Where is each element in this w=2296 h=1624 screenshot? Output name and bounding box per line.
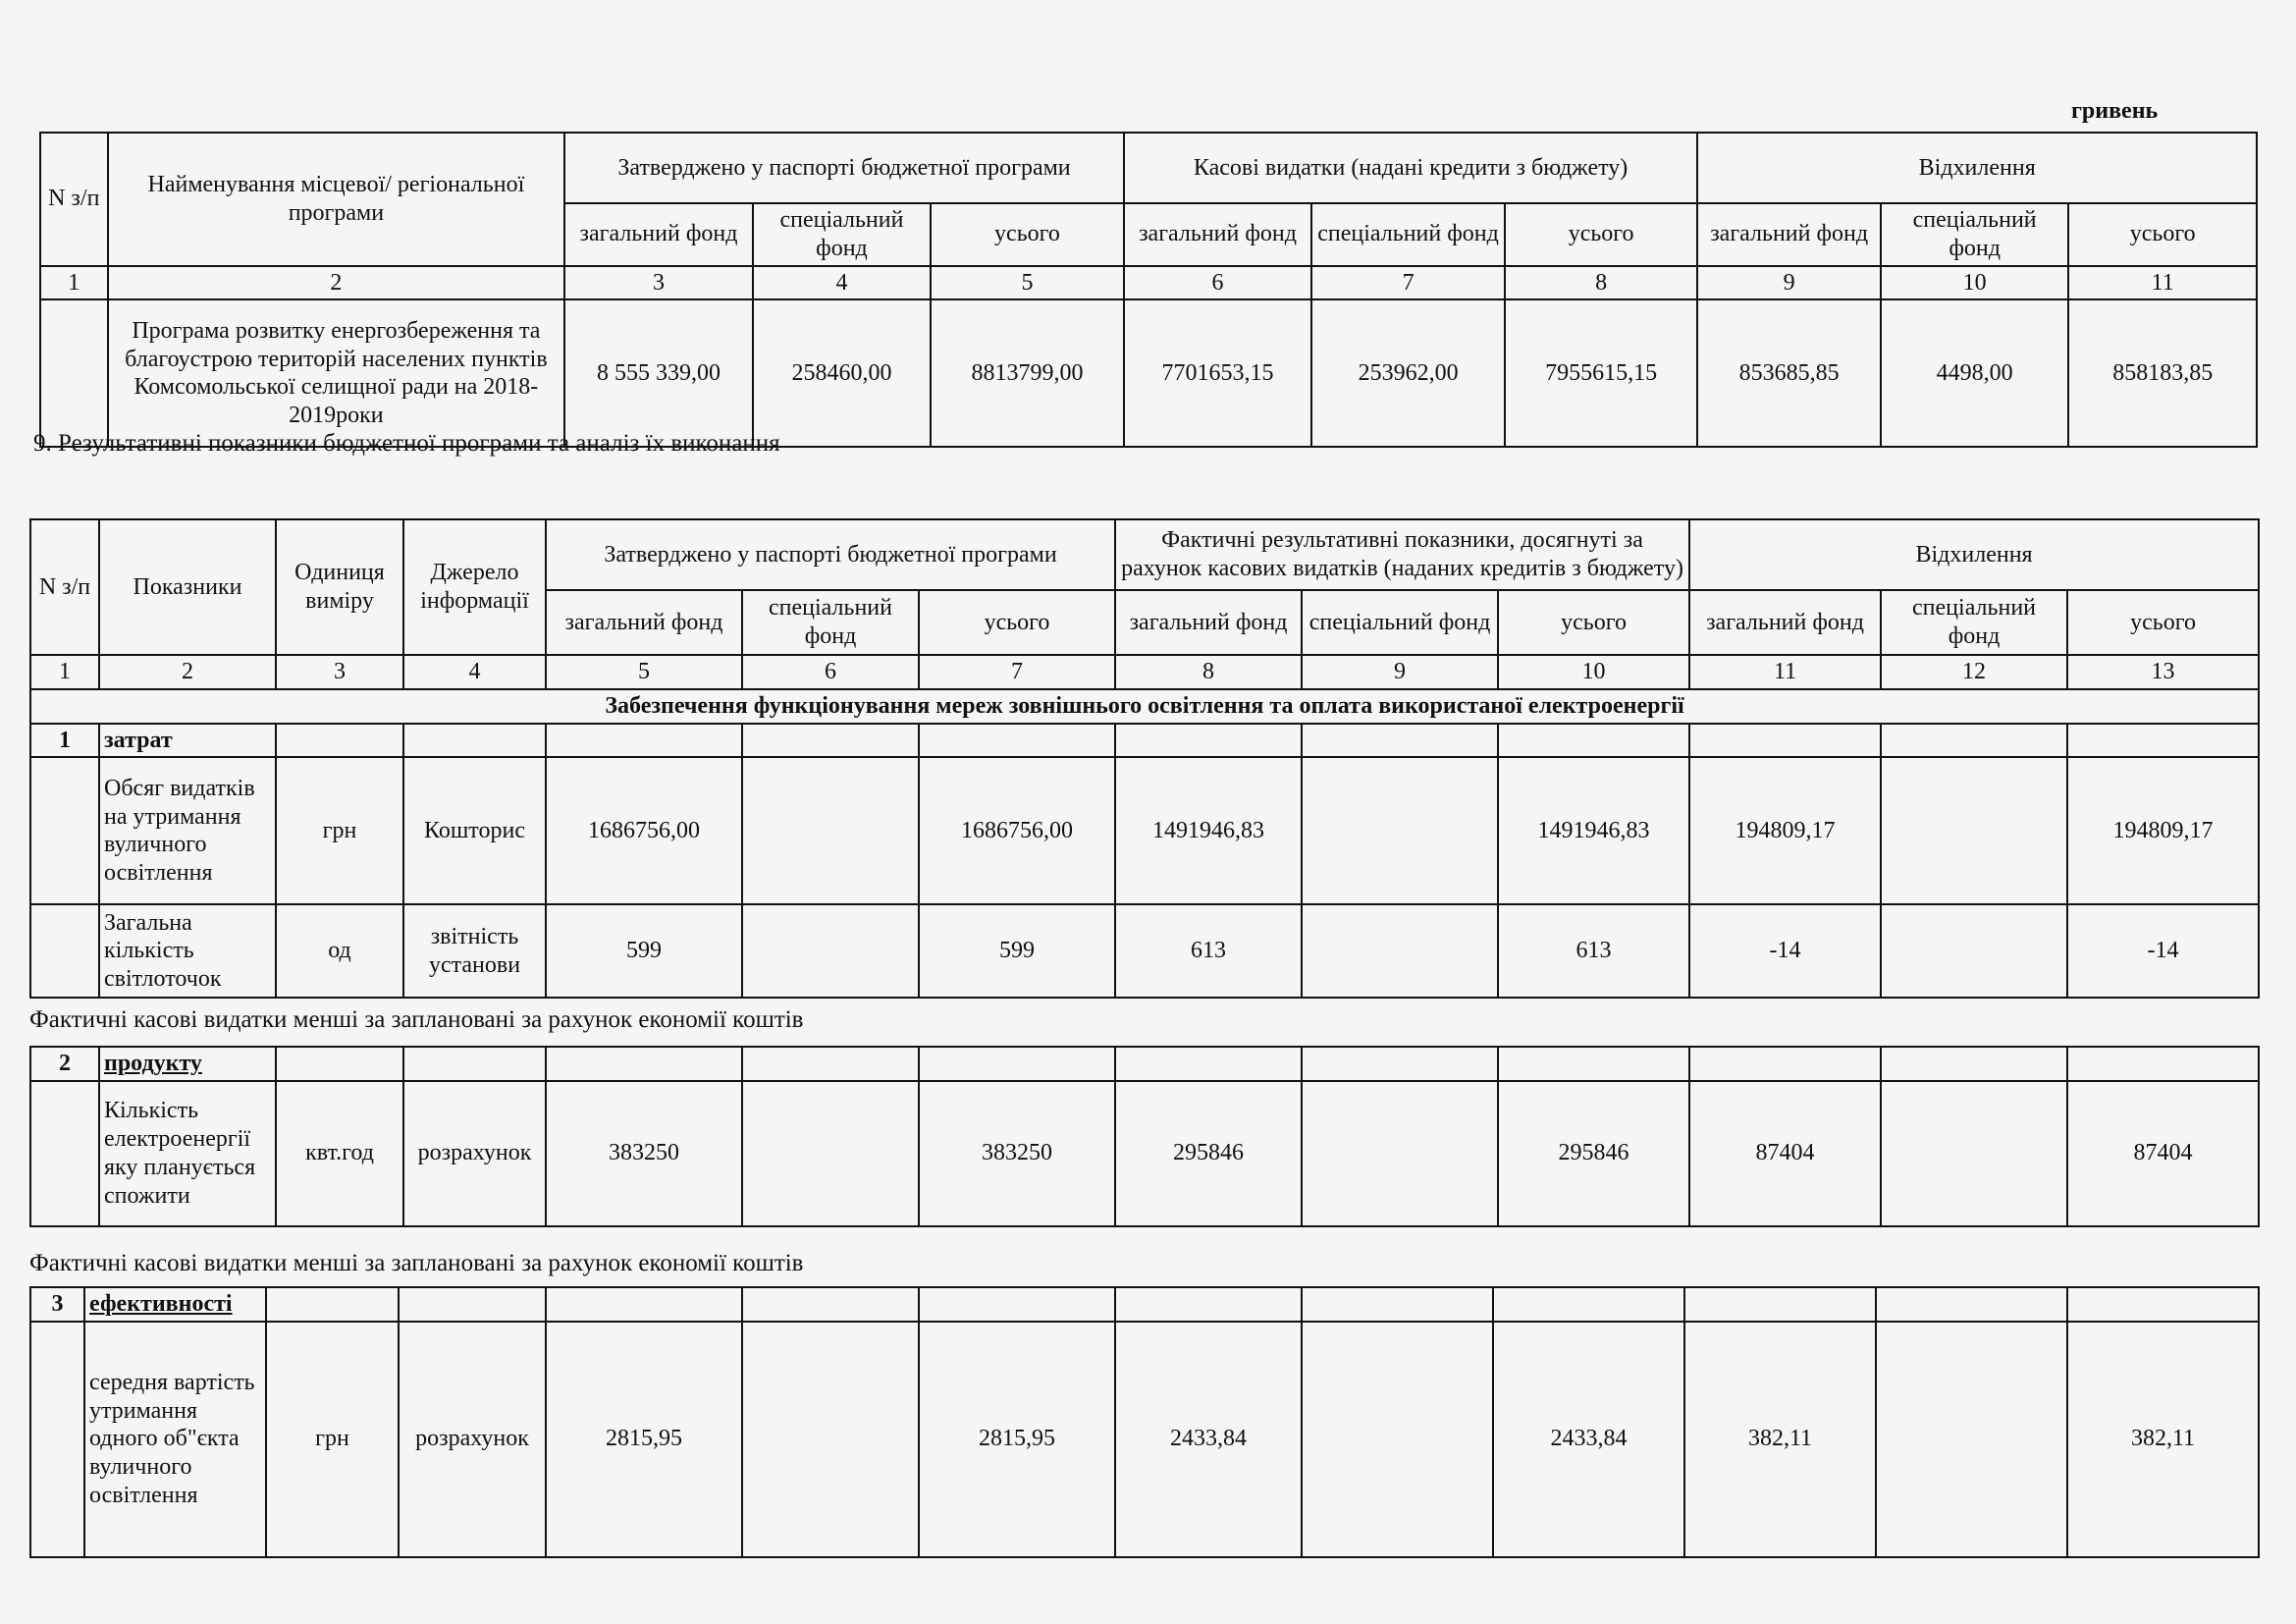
cell-value (742, 904, 919, 998)
indicator-unit: од (276, 904, 403, 998)
hdr-total: усього (2068, 203, 2257, 266)
cell-value: 2433,84 (1115, 1322, 1302, 1557)
row-num (40, 299, 108, 447)
col-number: 7 (919, 655, 1115, 689)
col-number: 11 (2068, 266, 2257, 300)
cell-value: 613 (1498, 904, 1689, 998)
cell-value (1881, 1081, 2067, 1226)
hdr-special: спеціальний фонд (1311, 203, 1505, 266)
hdr-special: спеціальний фонд (1881, 203, 2069, 266)
cell-value (742, 1081, 919, 1226)
col-number: 8 (1115, 655, 1302, 689)
col-number-row (30, 655, 2259, 689)
cell-value: 1686756,00 (919, 757, 1115, 904)
hdr-total: усього (919, 590, 1115, 655)
cell-value: 599 (919, 904, 1115, 998)
cell-value (1881, 904, 2067, 998)
col-number: 6 (742, 655, 919, 689)
program-name: Програма розвитку енергозбереження та благоустрою територій населених пунктів Комсомольської селищної ради на 2018-2019роки (108, 299, 565, 447)
col-number: 1 (30, 655, 99, 689)
cell-value: 194809,17 (1689, 757, 1881, 904)
indicator-source: розрахунок (399, 1322, 546, 1557)
group-num: 1 (30, 724, 99, 758)
cell-value (1302, 757, 1498, 904)
group-num: 2 (30, 1047, 99, 1081)
program-table (39, 132, 2258, 448)
table-row (40, 299, 2257, 447)
cell-value (1302, 1081, 1498, 1226)
cell-value: 853685,85 (1697, 299, 1880, 447)
hdr-deviation: Відхилення (1689, 519, 2259, 590)
col-number: 5 (546, 655, 742, 689)
col-number: 12 (1881, 655, 2067, 689)
cell-value: 858183,85 (2068, 299, 2257, 447)
hdr-special: спеціальний фонд (742, 590, 919, 655)
cell-value: 295846 (1115, 1081, 1302, 1226)
group-header (30, 1287, 2259, 1322)
cell-value: 599 (546, 904, 742, 998)
cell-value (1302, 1322, 1493, 1557)
table-row (30, 1081, 2259, 1226)
indicator-name: середня вартість утримання одного об"єкта вуличного освітлення (84, 1322, 266, 1557)
col-number: 9 (1697, 266, 1880, 300)
hdr-deviation: Відхилення (1697, 133, 2257, 203)
hdr-approved: Затверджено у паспорті бюджетної програми (564, 133, 1124, 203)
cell-value: 382,11 (2067, 1322, 2259, 1557)
col-number: 2 (108, 266, 565, 300)
col-number: 4 (753, 266, 931, 300)
hdr-unit: Одиниця виміру (276, 519, 403, 655)
col-number: 3 (276, 655, 403, 689)
hdr-total: усього (931, 203, 1124, 266)
cell-value: 7701653,15 (1124, 299, 1312, 447)
hdr-general: загальний фонд (1697, 203, 1880, 266)
cell-value: 4498,00 (1881, 299, 2069, 447)
col-number: 4 (403, 655, 546, 689)
cell-value: 1491946,83 (1115, 757, 1302, 904)
indicator-name: Кількість електроенергії яку планується спожити (99, 1081, 276, 1226)
col-number: 3 (564, 266, 753, 300)
indicators-table (29, 518, 2260, 999)
cell-value: 8813799,00 (931, 299, 1124, 447)
indicator-unit: квт.год (276, 1081, 403, 1226)
cell-value: 8 555 339,00 (564, 299, 753, 447)
indicator-unit: грн (266, 1322, 399, 1557)
group-note: Фактичні касові видатки менші за заплановані за рахунок економії коштів (29, 1006, 804, 1033)
col-number: 6 (1124, 266, 1312, 300)
cell-value (742, 757, 919, 904)
cell-value (742, 1322, 919, 1557)
group-name: продукту (99, 1047, 276, 1081)
section-9-title: 9. Результативні показники бюджетної програми та аналіз їх виконання (33, 430, 780, 457)
group-name: затрат (99, 724, 276, 758)
hdr-num: N з/п (40, 133, 108, 266)
cell-value: -14 (1689, 904, 1881, 998)
col-number: 10 (1498, 655, 1689, 689)
hdr-program-name: Найменування місцевої/ регіональної програми (108, 133, 565, 266)
cell-value (1876, 1322, 2067, 1557)
hdr-indicators: Показники (99, 519, 276, 655)
group-name: ефективності (84, 1287, 266, 1322)
cell-value: 613 (1115, 904, 1302, 998)
cell-value: 383250 (919, 1081, 1115, 1226)
indicators-table-efficiency (29, 1286, 2260, 1558)
table-row (30, 757, 2259, 904)
hdr-general: загальний фонд (564, 203, 753, 266)
hdr-general: загальний фонд (1689, 590, 1881, 655)
indicator-name: Загальна кількість світлоточок (99, 904, 276, 998)
indicator-unit: грн (276, 757, 403, 904)
hdr-source: Джерело інформації (403, 519, 546, 655)
col-number: 2 (99, 655, 276, 689)
hdr-total: усього (1498, 590, 1689, 655)
col-number: 7 (1311, 266, 1505, 300)
cell-value: 258460,00 (753, 299, 931, 447)
hdr-special: спеціальний фонд (1881, 590, 2067, 655)
table-row (30, 1322, 2259, 1557)
cell-value: 87404 (2067, 1081, 2259, 1226)
group-header (30, 1047, 2259, 1081)
col-number-row (40, 266, 2257, 300)
hdr-special: спеціальний фонд (753, 203, 931, 266)
cell-value: 2815,95 (546, 1322, 742, 1557)
indicator-name: Обсяг видатків на утримання вуличного освітлення (99, 757, 276, 904)
col-number: 5 (931, 266, 1124, 300)
cell-value: 2815,95 (919, 1322, 1115, 1557)
cell-value: 382,11 (1684, 1322, 1876, 1557)
table-row (30, 904, 2259, 998)
group-note: Фактичні касові видатки менші за заплановані за рахунок економії коштів (29, 1250, 804, 1276)
cell-value: 1686756,00 (546, 757, 742, 904)
hdr-cash: Касові видатки (надані кредити з бюджету) (1124, 133, 1698, 203)
currency-unit: гривень (2071, 98, 2159, 124)
cell-value: 295846 (1498, 1081, 1689, 1226)
hdr-general: загальний фонд (546, 590, 742, 655)
hdr-total: усього (2067, 590, 2259, 655)
group-header (30, 724, 2259, 758)
col-number: 13 (2067, 655, 2259, 689)
cell-value: 383250 (546, 1081, 742, 1226)
hdr-total: усього (1505, 203, 1698, 266)
hdr-actual: Фактичні результативні показники, досягнуті за рахунок касових видатків (наданих кредитів з бюджету) (1115, 519, 1689, 590)
col-number: 11 (1689, 655, 1881, 689)
cell-value: 1491946,83 (1498, 757, 1689, 904)
col-number: 8 (1505, 266, 1698, 300)
cell-value: 2433,84 (1493, 1322, 1684, 1557)
cell-value: 87404 (1689, 1081, 1881, 1226)
col-number: 10 (1881, 266, 2069, 300)
hdr-general: загальний фонд (1124, 203, 1312, 266)
col-number: 9 (1302, 655, 1498, 689)
indicator-source: звітність установи (403, 904, 546, 998)
cell-value: 7955615,15 (1505, 299, 1698, 447)
col-number: 1 (40, 266, 108, 300)
cell-value (1302, 904, 1498, 998)
indicators-table-product (29, 1046, 2260, 1227)
indicator-source: розрахунок (403, 1081, 546, 1226)
group-num: 3 (30, 1287, 84, 1322)
indicator-source: Кошторис (403, 757, 546, 904)
cell-value: -14 (2067, 904, 2259, 998)
hdr-num: N з/п (30, 519, 99, 655)
task-title: Забезпечення функціонування мереж зовнішнього освітлення та оплата використаної електроенергії (30, 689, 2259, 724)
cell-value: 253962,00 (1311, 299, 1505, 447)
hdr-general: загальний фонд (1115, 590, 1302, 655)
hdr-special: спеціальний фонд (1302, 590, 1498, 655)
cell-value: 194809,17 (2067, 757, 2259, 904)
cell-value (1881, 757, 2067, 904)
hdr-approved: Затверджено у паспорті бюджетної програми (546, 519, 1115, 590)
